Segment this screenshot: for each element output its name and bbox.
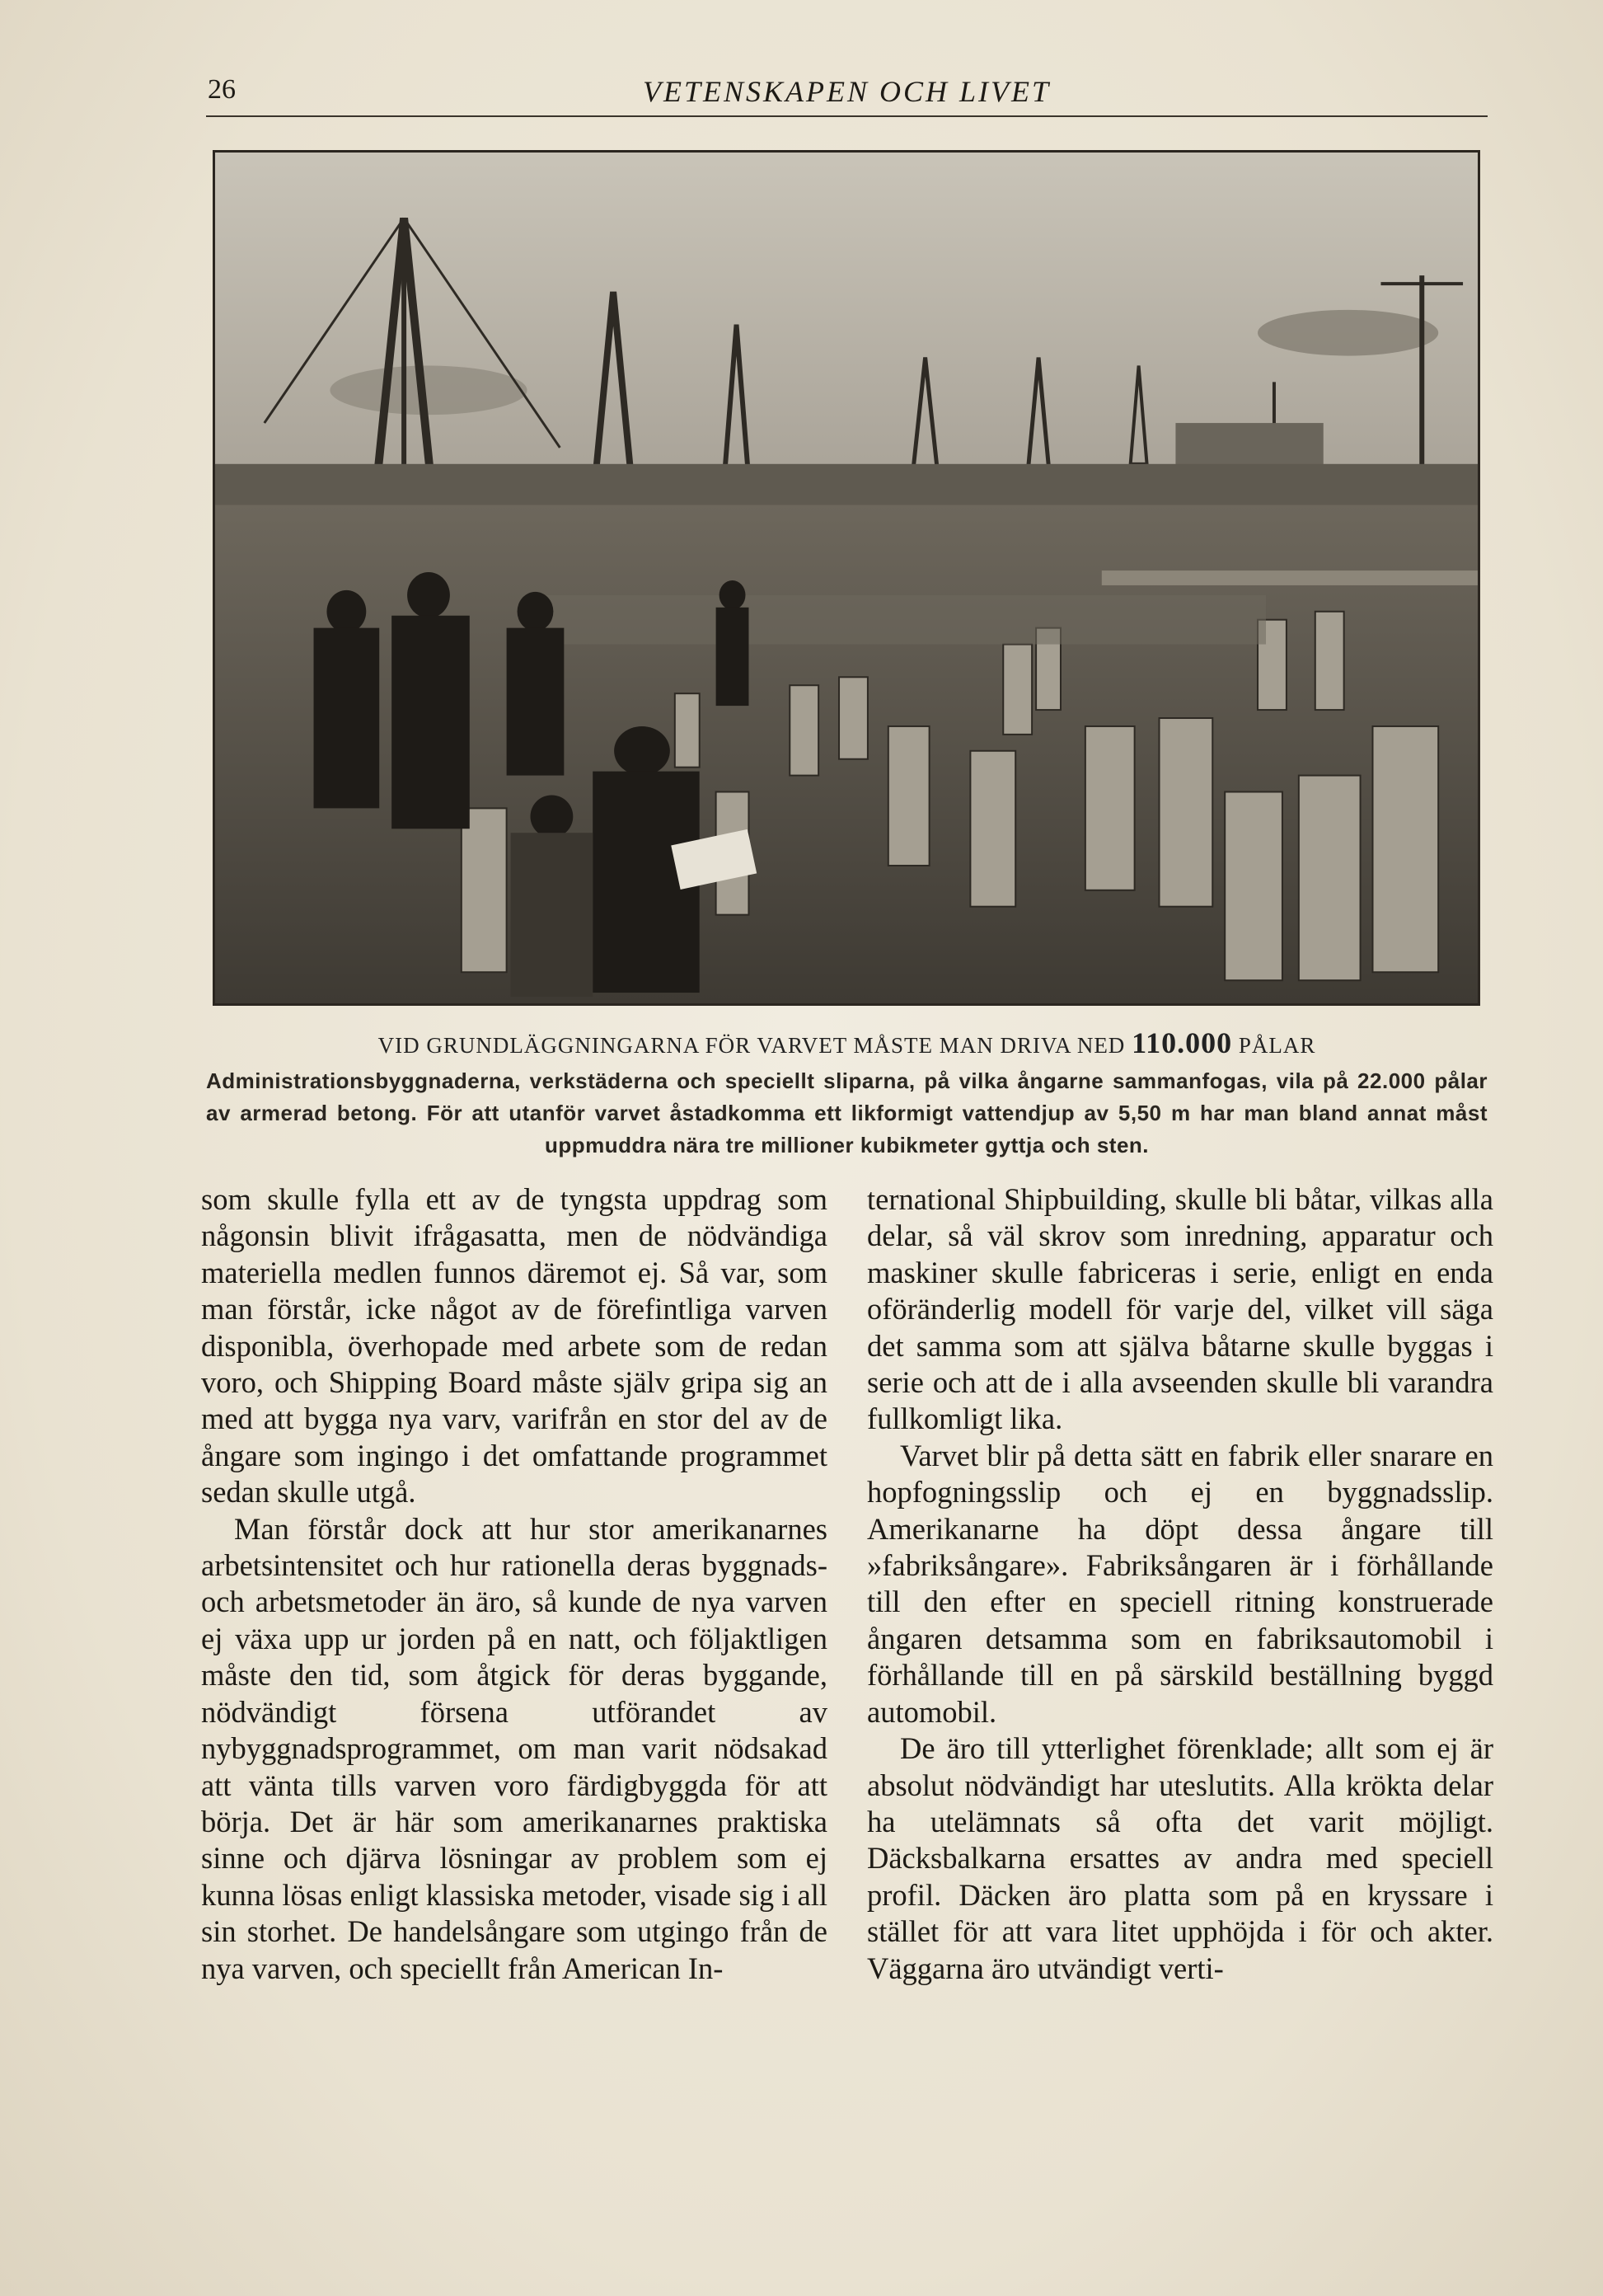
right-paragraph-1: ternational Shipbuilding, skulle bli båtar, vilkas alla delar, så väl skrov som inredning, apparatur och maskiner skulle fabriceras i serie, enligt en enda oföränderlig modell för varje del, vilket vill säga det samma som att själva båtarne skulle byggas i serie och att de i alla avseenden skulle bli varandra fullkomligt lika. xyxy=(867,1182,1493,1436)
figure-caption xyxy=(206,1026,1488,1162)
right-column xyxy=(867,1181,1493,1987)
caption-body: Administrationsbyggnaderna, verkstäderna och speciellt sliparna, på vilka ångarne sammanfogas, vila på 22.000 pålar av armerad betong. För att utanför varvet åstadkomma ett likformigt vattendjup av 5,50 m har man bland annat måst uppmuddra nära tre millioner kubikmeter gyttja och sten. xyxy=(206,1068,1488,1157)
right-paragraph-2: Varvet blir på detta sätt en fabrik eller snarare en hopfogningsslip och ej en byggnadsslip. Amerikanarne ha döpt dessa ångare till »fabriksångare». Fabriksångaren är i förhållande till den efter en speciell ritning konstruerade ångaren detsamma som en fabriksautomobil i förhållande till en på särskild beställning byggd automobil. xyxy=(867,1438,1493,1729)
caption-title-number: 110.000 xyxy=(1132,1026,1233,1059)
right-paragraph-3: De äro till ytterlighet förenklade; allt som ej är absolut nödvändigt har uteslutits. Alla krökta delar ha utelämnats så ofta det varit möjligt. Däcksbalkarna ersattes av andra med speciell profil. Däcken äro platta som på en kryssare i stället för att vara litet upphöjda i för och akter. Väggarna äro utvändigt verti- xyxy=(867,1731,1493,1985)
left-column xyxy=(201,1181,827,1987)
pile-field-illustration xyxy=(215,153,1478,1003)
caption-title xyxy=(206,1026,1488,1060)
caption-title-end: PÅLAR xyxy=(1232,1033,1316,1058)
construction-photograph xyxy=(213,150,1480,1006)
left-paragraph-2: Man förstår dock att hur stor amerikanarnes arbetsintensitet och hur rationella deras byggnads- och arbetsmetoder än äro, så kunde de nya varven ej växa upp ur jorden på en natt, och följaktligen måste den tid, som åtgick för deras byggande, nödvändigt försena utförandet av nybyggnadsprogrammet, om man varit nödsakad att vänta tills varven voro färdigbyggda för att börja. Det är här som amerikanarnes praktiska sinne och djärva lösningar av problem som ej kunna lösas enligt klassiska metoder, visade sig i all sin storhet. De handelsångare som utgingo från de nya varven, och speciellt från American In- xyxy=(201,1511,827,1985)
page-header xyxy=(206,73,1488,117)
page-number: 26 xyxy=(208,74,236,105)
caption-title-start: VID GRUNDLÄGGNINGARNA FÖR VARVET MÅSTE MAN DRIVA NED xyxy=(377,1033,1132,1058)
running-title: VETENSKAPEN OCH LIVET xyxy=(642,75,1052,108)
left-paragraph-1: som skulle fylla ett av de tyngsta uppdrag som någonsin blivit ifrågasatta, men de nödvändiga materiella medlen funnos däremot ej. Så var, som man förstår, icke något av de förefintliga varven disponibla, överhopade med arbete som de redan voro, och Shipping Board måste själv gripa sig an med att bygga nya varv, varifrån en stor del av de ångare som ingingo i det omfattande programmet sedan skulle utgå. xyxy=(201,1182,827,1510)
